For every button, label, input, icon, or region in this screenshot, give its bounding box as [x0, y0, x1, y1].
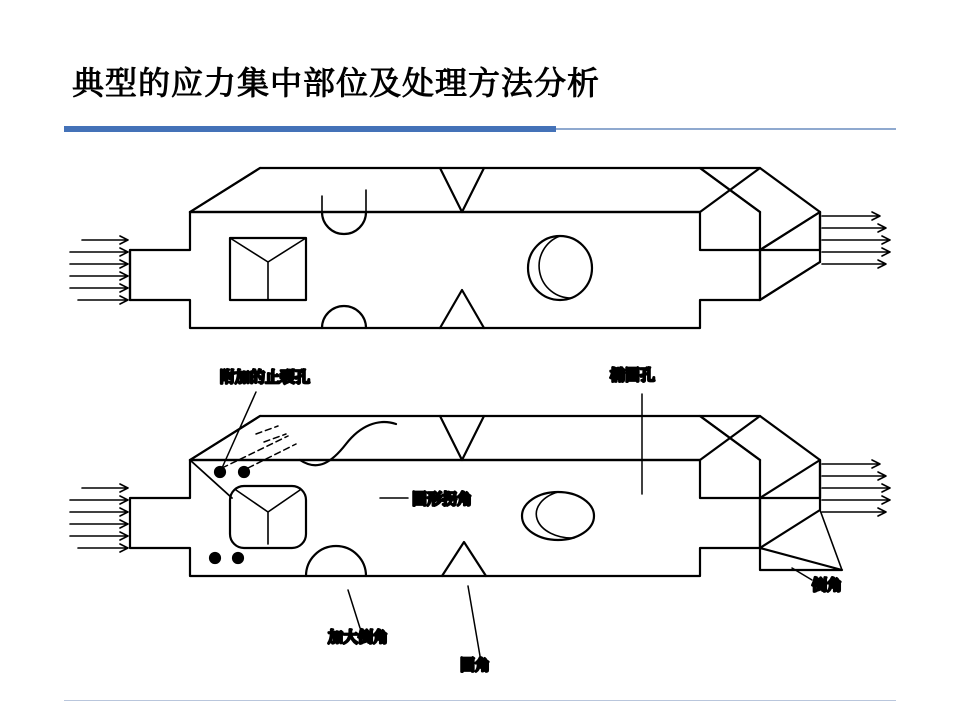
lower-elliptical-hole — [522, 492, 594, 540]
footer-divider — [64, 700, 896, 701]
lower-right-top-block — [700, 416, 820, 498]
upper-body-outline — [130, 212, 760, 328]
stress-concentration-diagram — [60, 150, 920, 690]
upper-circular-hole — [528, 236, 592, 300]
label-elliptical-hole: 椭圆孔 — [610, 366, 656, 384]
upper-right-end-prism — [760, 212, 820, 300]
upper-bottom-v-notch — [440, 290, 484, 328]
lower-chamfer-lines — [760, 510, 842, 570]
upper-right-top-block — [700, 168, 820, 250]
lower-right-load-arrows — [822, 460, 890, 516]
upper-left-bevel — [190, 168, 260, 212]
upper-right-end-edge-top — [760, 212, 820, 250]
lower-left-load-arrows — [70, 484, 128, 552]
lower-chamfer-wedge — [760, 548, 842, 570]
lower-left-bevel — [190, 416, 260, 460]
lower-bottom-enlarged-chamfer — [306, 546, 366, 576]
upper-top-v-notch — [440, 168, 484, 212]
lower-part-view — [70, 366, 890, 674]
lower-top-smooth-notch — [300, 422, 396, 465]
leader-lines — [222, 392, 812, 656]
crack-stop-hole-1 — [215, 467, 225, 477]
upper-part-view — [70, 168, 890, 328]
title-underline-thin — [556, 128, 896, 130]
label-round-corner: 圆形拐角 — [412, 490, 473, 508]
upper-right-end-edge-bottom — [760, 262, 820, 300]
upper-square-hole-inner — [230, 238, 306, 300]
lower-bottom-fillet-notch — [442, 542, 486, 576]
lower-rounded-hole-inner — [236, 490, 300, 544]
upper-bottom-semicircle-notch — [322, 306, 366, 328]
upper-right-load-arrows — [822, 212, 890, 268]
label-chamfer: 倒角 — [812, 576, 843, 594]
lower-elliptical-hole-inner — [536, 492, 574, 538]
upper-left-load-arrows — [70, 236, 128, 304]
upper-circular-hole-inner — [539, 236, 572, 298]
crack-stop-hole-3 — [210, 553, 220, 563]
leader-enlarged-chamfer — [348, 590, 360, 628]
lower-top-v-notch — [440, 416, 484, 460]
title-underline-thick — [64, 126, 556, 132]
upper-top-semicircle-notch — [322, 212, 366, 234]
label-enlarged-chamfer: 加大倒角 — [328, 628, 389, 646]
label-crack-stop-hole: 附加的止裂孔 — [220, 368, 311, 386]
page-title: 典型的应力集中部位及处理方法分析 — [72, 64, 601, 102]
lower-body-outline — [130, 460, 760, 576]
label-fillet: 圆角 — [460, 656, 491, 674]
lower-right-end-prism — [760, 460, 820, 548]
leader-crack-stop-hole — [222, 392, 256, 468]
upper-top-face-outline — [190, 168, 760, 212]
upper-top-notch-tails — [322, 190, 366, 212]
leader-fillet — [468, 586, 480, 656]
crack-stop-hole-4 — [233, 553, 243, 563]
